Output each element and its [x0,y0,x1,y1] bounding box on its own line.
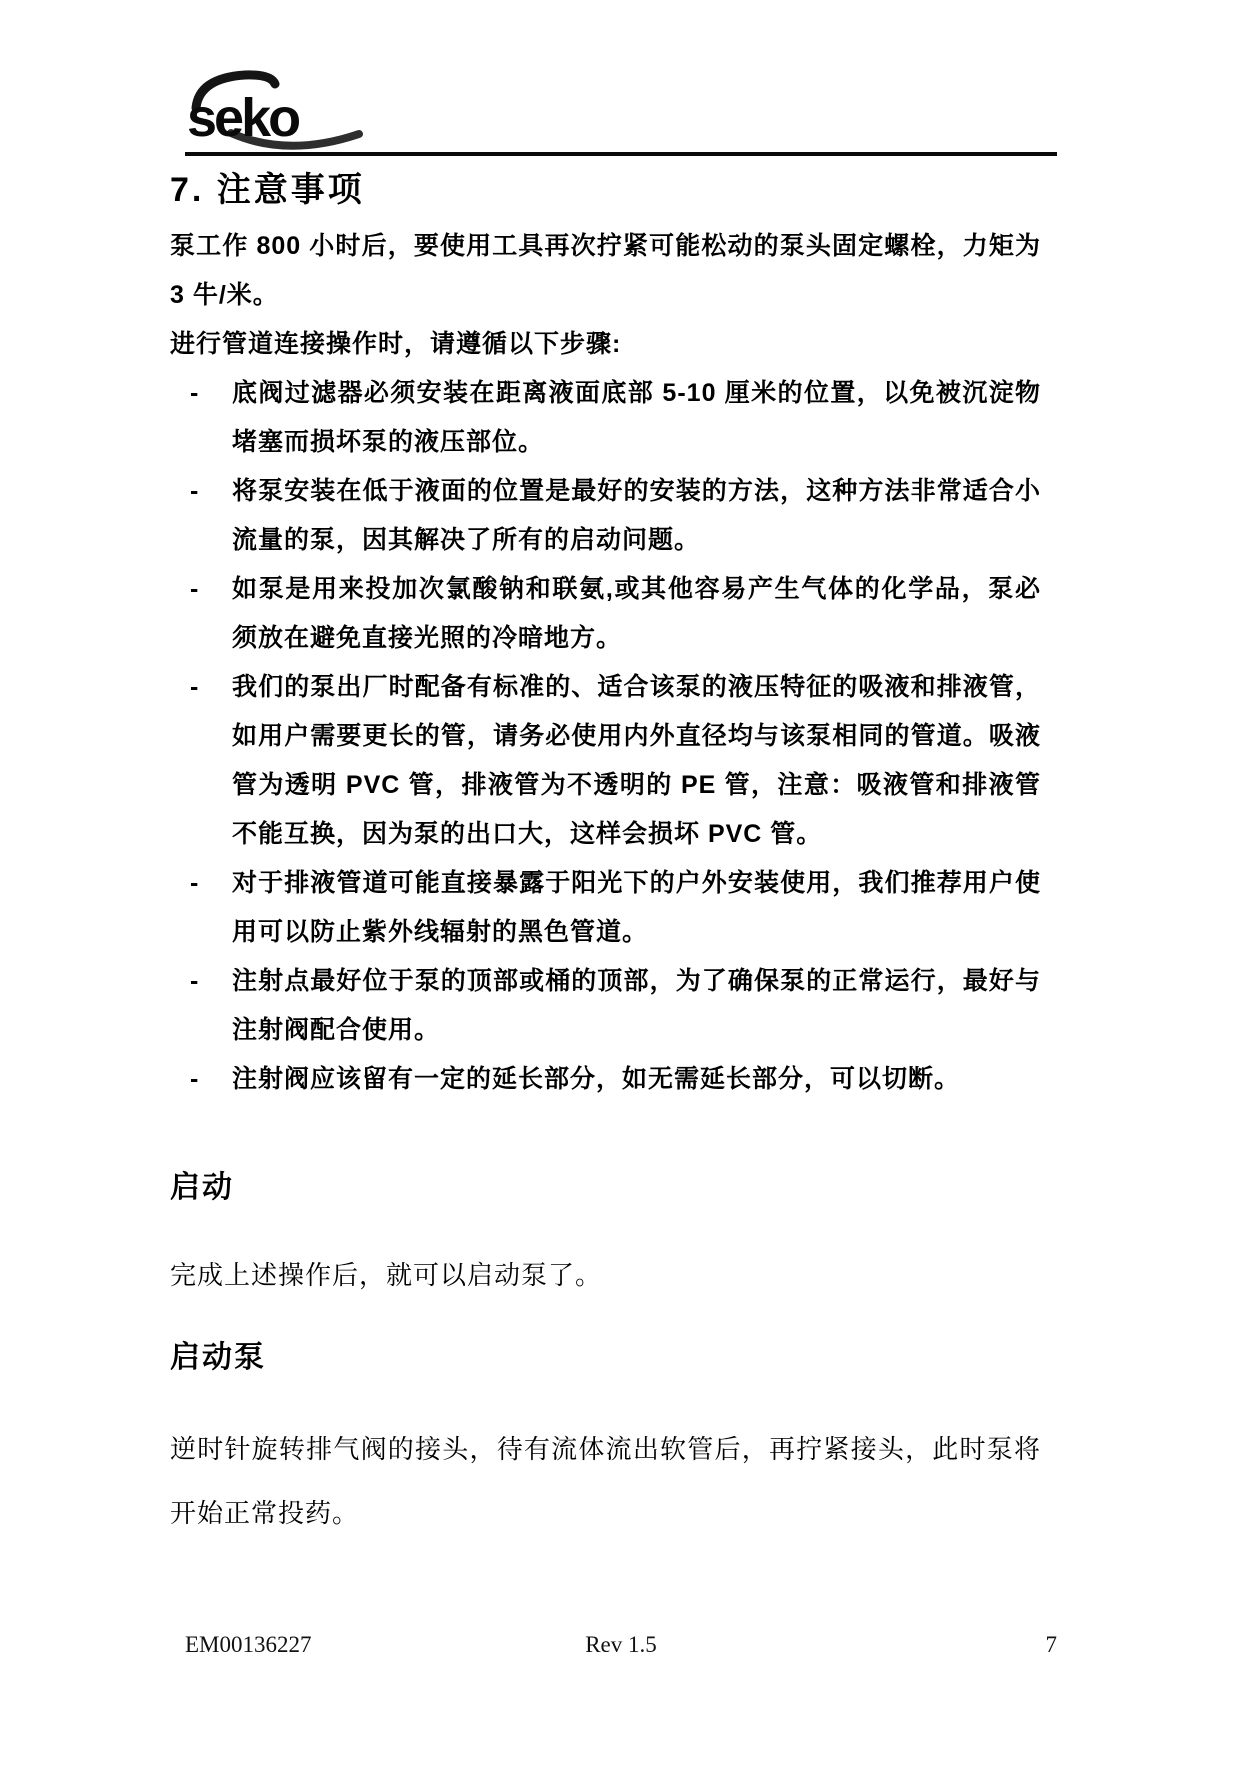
bullet-text-uv-protection: 对于排液管道可能直接暴露于阳光下的户外安装使用，我们推荐用户使用可以防止紫外线辐射的黑色管道。 [232,869,1041,946]
footer-revision: Rev 1.5 [585,1632,657,1657]
list-item [170,565,1041,663]
list-item [170,859,1041,957]
bullet-text-below-liquid-level: 将泵安装在低于液面的位置是最好的安装的方法，这种方法非常适合小流量的泵，因其解决了所有的启动问题。 [232,477,1041,554]
intro-paragraph-steps: 进行管道连接操作时，请遵循以下步骤: [170,330,622,358]
bullet-dash: - [190,1065,200,1093]
bullet-dash: - [190,477,200,505]
bullet-text-injection-point: 注射点最好位于泵的顶部或桶的顶部，为了确保泵的正常运行，最好与注射阀配合使用。 [232,967,1041,1044]
bullet-dash: - [190,967,200,995]
page-footer [185,1632,1057,1658]
list-item [170,467,1041,565]
precaution-list [170,369,1041,1104]
seko-logo-graphic [183,70,378,158]
bullet-text-foot-valve: 底阀过滤器必须安装在距离液面底部 5-10 厘米的位置，以免被沉淀物堵塞而损坏泵的液压部位。 [232,379,1041,456]
seko-logo [183,70,378,158]
startup-paragraph: 完成上述操作后，就可以启动泵了。 [170,1261,603,1290]
subsection-heading-start-pump: 启动泵 [170,1341,266,1374]
start-pump-paragraph: 逆时针旋转排气阀的接头，待有流体流出软管后，再拧紧接头，此时泵将开始正常投药。 [170,1435,1041,1528]
list-item [170,957,1041,1055]
list-item [170,369,1041,467]
section-heading: 7. 注意事项 [170,171,365,209]
bullet-dash: - [190,575,200,603]
list-item [170,1055,1041,1104]
subsection-heading-startup: 启动 [170,1171,234,1204]
bullet-text-injection-valve: 注射阀应该留有一定的延长部分，如无需延长部分，可以切断。 [232,1065,961,1093]
footer-doc-code: EM00136227 [185,1632,312,1657]
bullet-dash: - [190,379,200,407]
bullet-text-gas-chemicals: 如泵是用来投加次氯酸钠和联氨,或其他容易产生气体的化学品，泵必须放在避免直接光照的冷暗地方。 [232,575,1041,652]
bullet-dash: - [190,869,200,897]
bullet-dash: - [190,673,200,701]
header-divider [185,152,1057,156]
list-item [170,663,1041,859]
footer-page-number: 7 [1045,1632,1057,1657]
logo-wordmark: seko [187,88,299,148]
intro-paragraph-torque: 泵工作 800 小时后，要使用工具再次拧紧可能松动的泵头固定螺栓，力矩为 3 牛/米。 [170,232,1041,309]
bullet-text-tubing-spec: 我们的泵出厂时配备有标准的、适合该泵的液压特征的吸液和排液管，如用户需要更长的管，请务必使用内外直径均与该泵相同的管道。吸液管为透明 PVC 管，排液管为不透明的 PE 管，注意：吸液管和排液管不能互换，因为泵的出口大，这样会损坏 PVC 管。 [232,673,1041,848]
